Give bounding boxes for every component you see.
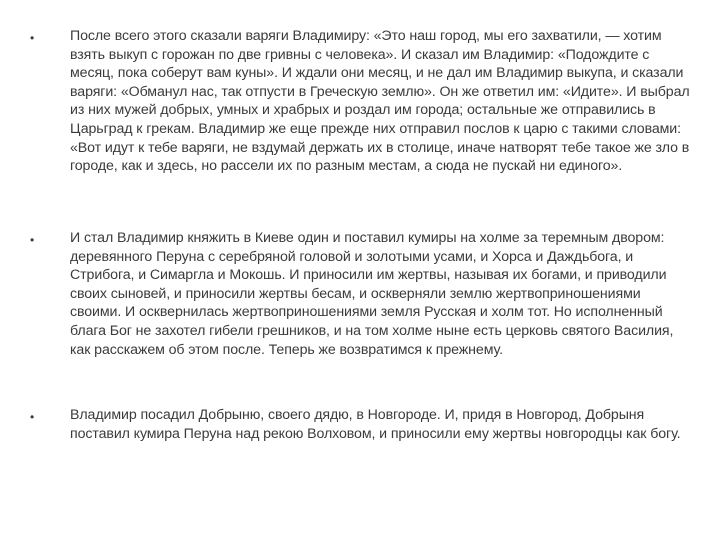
paragraph-pagan-idols: И стал Владимир княжить в Киеве один и поставил кумиры на холме за теремным двором: деревянного Перуна с серебряной головой и золотыми усами, и Хорса и Даждьбога, и Стрибога, и Симаргла и Мокошь. И приносили им жертвы, называя их богами, и приводили своих сыновей, и приносили жертвы бесам, и оскверняли землю жертвоприношениями своими. И осквернилась жертвоприношениями земля Русская и холм тот. Но исполненный блага Бог не захотел гибели грешников, и на том холме ныне есть церковь святого Василия, как расскажем об этом после. Теперь же возвратимся к прежнему. [70,230,674,358]
bullet-icon: • [30,31,35,45]
bullet-icon: • [30,410,35,424]
paragraph-dobrynya-novgorod: Владимир посадил Добрыню, своего дядю, в Новгороде. И, придя в Новгород, Добрыня поставил кумира Перуна над рекою Волховом, и приносили ему жертвы новгородцы как богу. [70,407,681,442]
paragraph-varangians-ransom: После всего этого сказали варяги Владимиру: «Это наш город, мы его захватили, — хотим взять выкуп с горожан по две гривны с человека». И сказал им Владимир: «Подождите с месяц, пока соберут вам куны». И ждали они месяц, и не дал им Владимир выкупа, и сказали варяги: «Обманул нас, так отпусти в Греческую землю». Он же ответил им: «Идите». И выбрал из них мужей добрых, умных и храбрых и роздал им города; остальные же отправились в Царьград к грекам. Владимир же еще прежде них отправил послов к царю с такими словами: «Вот идут к тебе варяги, не вздумай держать их в столице, иначе натворят тебе такое же зло в городе, как и здесь, но рассели их по разным местам, а сюда не пускай ни единого». [70,28,690,175]
bullet-icon: • [30,233,35,247]
